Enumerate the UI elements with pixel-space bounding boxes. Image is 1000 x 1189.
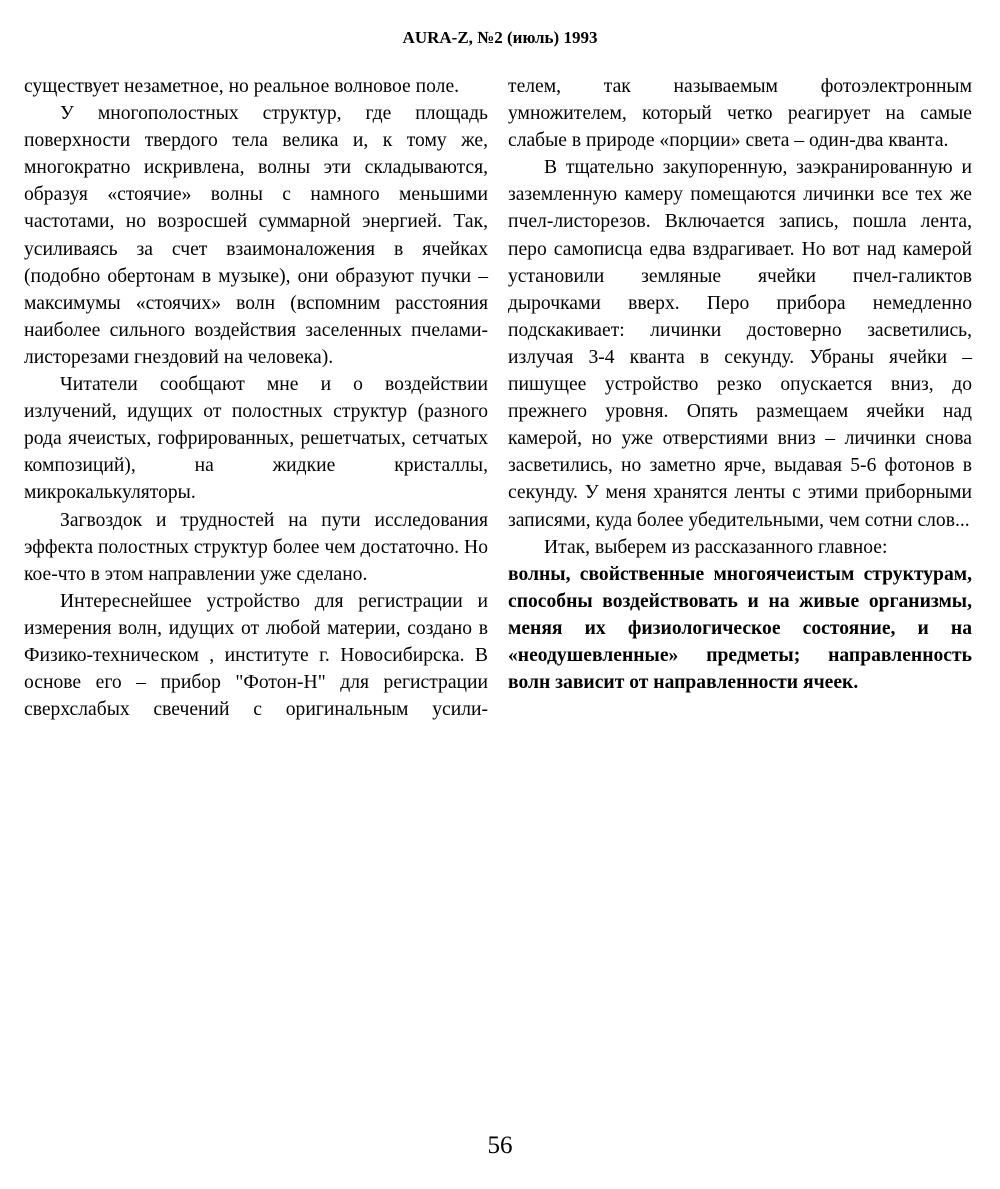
paragraph: В тщательно закупоренную, заэкранированную и заземленную камеру помещаются личинки все тех же пчел-листорезов. Включается запись, пошла лента, перо самописца едва вздрагивает. Но вот над камерой установили земляные ячейки пчел-галиктов дырочками вверх. Перо прибора немедленно подскакивает: личинки достоверно засветились, излучая 3-4 кванта в секунду. Убраны ячейки – пишущее устройство резко опускается вниз, до прежнего уровня. Опять размещаем ячейки над камерой, но уже отверстиями вниз – личинки снова засветились, но заметно ярче, выдавая 5-6 фотонов в секунду. У меня хранятся ленты с этими приборными записями, куда более убедительными, чем сотни слов... — [508, 157, 972, 531]
running-header: AURA-Z, №2 (июль) 1993 — [402, 28, 598, 47]
paragraph: телем, так называемым фотоэлектронным умножителем, который четко реагирует на самые слабые в природе «порции» света – один-два кванта. — [508, 76, 972, 152]
paragraph: Интереснейшее устройство для регистрации и измерения волн, идущих от любой материи, создано в Физико-техническом , институте г. Новосибирска. В основе его – прибор "Фотон-Н" для регистрации сверхслабых свечений с оригинальным усили- — [24, 590, 488, 721]
paragraph: существует незаметное, но реальное волновое поле. — [24, 76, 460, 97]
bold-conclusion: волны, свойственные многоячеистым структурам, способны воздействовать и на живые организмы, меняя их физиологическое состояние, и на «неодушевленные» предметы; направленность волн зависит от направленности ячеек. — [508, 563, 972, 694]
paragraph: У многополостных структур, где площадь поверхности твердого тела велика и, к тому же, многократно искривлена, волны эти складываются, образуя «стоячие» волны с намного меньшими частотами, но возросшей суммарной энергией. Так, усиливаясь за счет взаимоналожения в ячейках (подобно обертонам в музыке), они образуют пучки – максимумы «стоячих» волн (вспомним расстояния наиболее сильного воздействия заселенных пчелами-листорезами гнездовий на человека). — [24, 103, 488, 368]
paragraph: Читатели сообщают мне и о воздействии излучений, идущих от полостных структур (разного рода ячеистых, гофрированных, решетчатых, сетчатых композиций), на жидкие кристаллы, микрокалькуляторы. — [24, 374, 488, 504]
paragraph: Загвоздок и трудностей на пути исследования эффекта полостных структур более чем достаточно. Но кое-что в этом направлении уже сделано. — [24, 509, 488, 585]
page-number: 56 — [487, 1132, 513, 1159]
right-column — [508, 73, 972, 696]
left-column — [24, 73, 488, 723]
paragraph: Итак, выберем из рассказанного главное: — [544, 536, 888, 558]
